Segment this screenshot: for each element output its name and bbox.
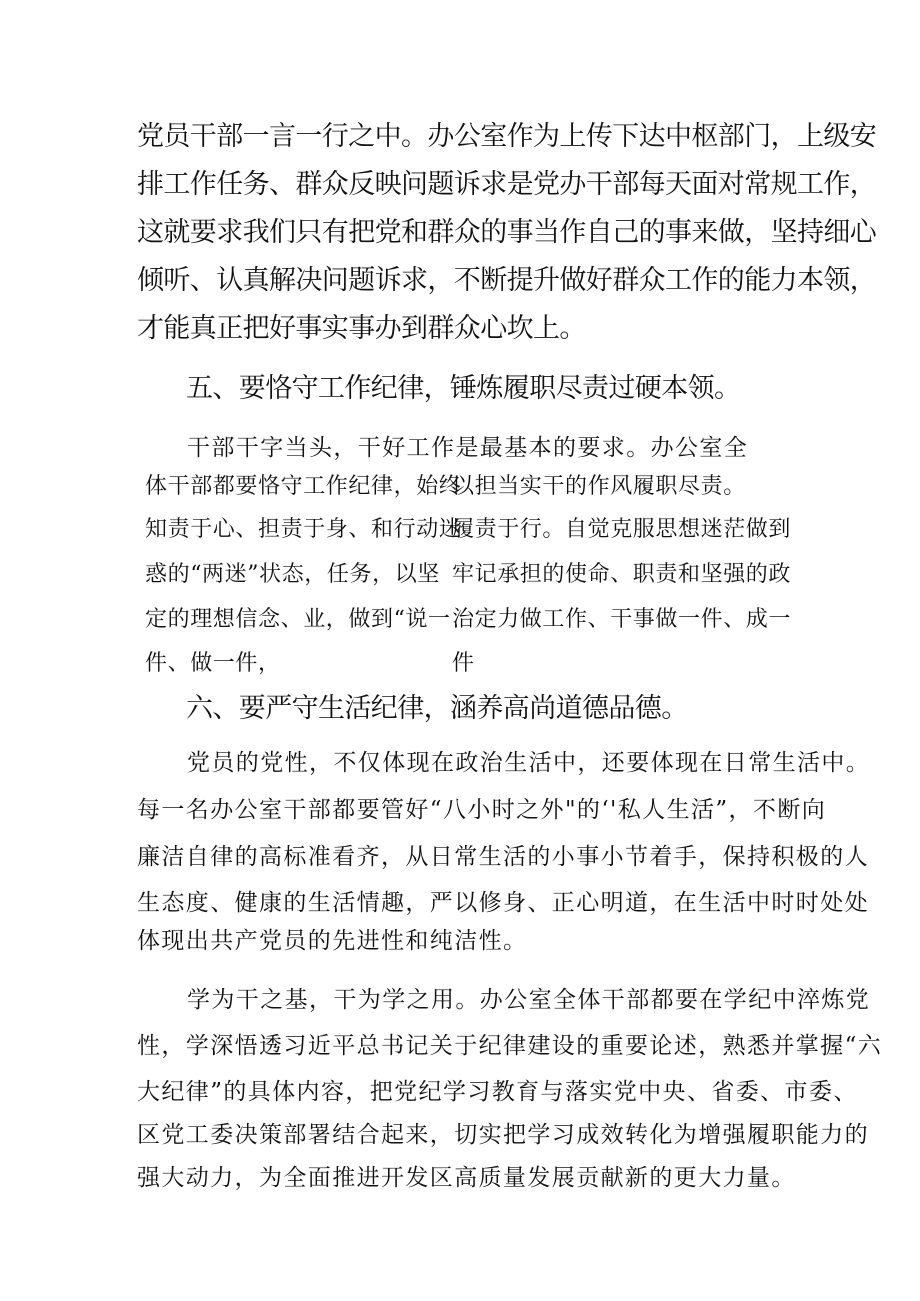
section-heading-5: 五、要恪守工作纪律，锤炼履职尽责过硬本领。 bbox=[186, 373, 741, 404]
paragraph-line: 强大动力，为全面推进开发区高质量发展贡献新的更大力量。 bbox=[137, 1165, 796, 1191]
paragraph-line: 学为干之基，干为学之用。办公室全体干部都要在学纪中淬炼党 bbox=[187, 987, 871, 1013]
column-line: 体干部都要恪守工作纪律，始终 bbox=[145, 474, 462, 499]
paragraph-line: 倾听、认真解决问题诉求，不断提升做好群众工作的能力本领， bbox=[137, 265, 877, 296]
column-line: 履责于行。自觉克服思想迷茫做到 bbox=[452, 517, 792, 542]
paragraph-line: 区党工委决策部署结合起来，切实把学习成效转化为增强履职能力的 bbox=[137, 1122, 869, 1148]
column-line: 惑的“两迷”状态，任务，以坚 bbox=[145, 562, 440, 587]
paragraph-line: 性，学深悟透习近平总书记关于纪律建设的重要论述，熟悉并掌握“六 bbox=[137, 1033, 883, 1059]
column-line: 件 bbox=[452, 651, 475, 676]
paragraph-line: 干部干字当头，干好工作是最基本的要求。办公室全 bbox=[187, 435, 749, 461]
paragraph-line: 每一名办公室干部都要管好“八小时之外"的‘'私人生活”，不断向 bbox=[137, 797, 827, 823]
paragraph-line: 生态度、健康的生活情趣，严以修身、正心明道，在生活中时时处处 bbox=[137, 890, 869, 916]
paragraph-line: 这就要求我们只有把党和群众的事当作自己的事来做，坚持细心 bbox=[137, 217, 877, 248]
column-line: 以担当实干的作风履职尽责。 bbox=[452, 474, 746, 499]
paragraph-line: 党员的党性，不仅体现在政治生活中，还要体现在日常生活中。 bbox=[187, 750, 871, 776]
paragraph-line: 排工作任务、群众反映问题诉求是党办干部每天面对常规工作， bbox=[137, 169, 877, 200]
column-line: 治定力做工作、干事做一件、成一 bbox=[452, 607, 792, 632]
column-line: 定的理想信念、业，做到“说一 bbox=[145, 607, 451, 632]
paragraph-line: 廉洁自律的高标准看齐，从日常生活的小事小节着手，保持积极的人 bbox=[137, 844, 869, 870]
column-line: 牢记承担的使命、职责和坚强的政 bbox=[452, 562, 792, 587]
column-line: 件、做一件， bbox=[145, 651, 281, 676]
section-heading-6: 六、要严守生活纪律，涵养高尚道德品德。 bbox=[186, 693, 688, 724]
paragraph-line: 党员干部一言一行之中。办公室作为上传下达中枢部门，上级安 bbox=[137, 121, 877, 152]
column-line: 知责于心、担责于身、和行动迷 bbox=[145, 517, 462, 542]
paragraph-line: 体现出共产党员的先进性和纯洁性。 bbox=[137, 928, 528, 954]
paragraph-line: 大纪律”的具体内容，把党纪学习教育与落实党中央、省委、市委、 bbox=[137, 1079, 858, 1105]
paragraph-line: 才能真正把好事实事办到群众心坎上。 bbox=[137, 313, 586, 344]
